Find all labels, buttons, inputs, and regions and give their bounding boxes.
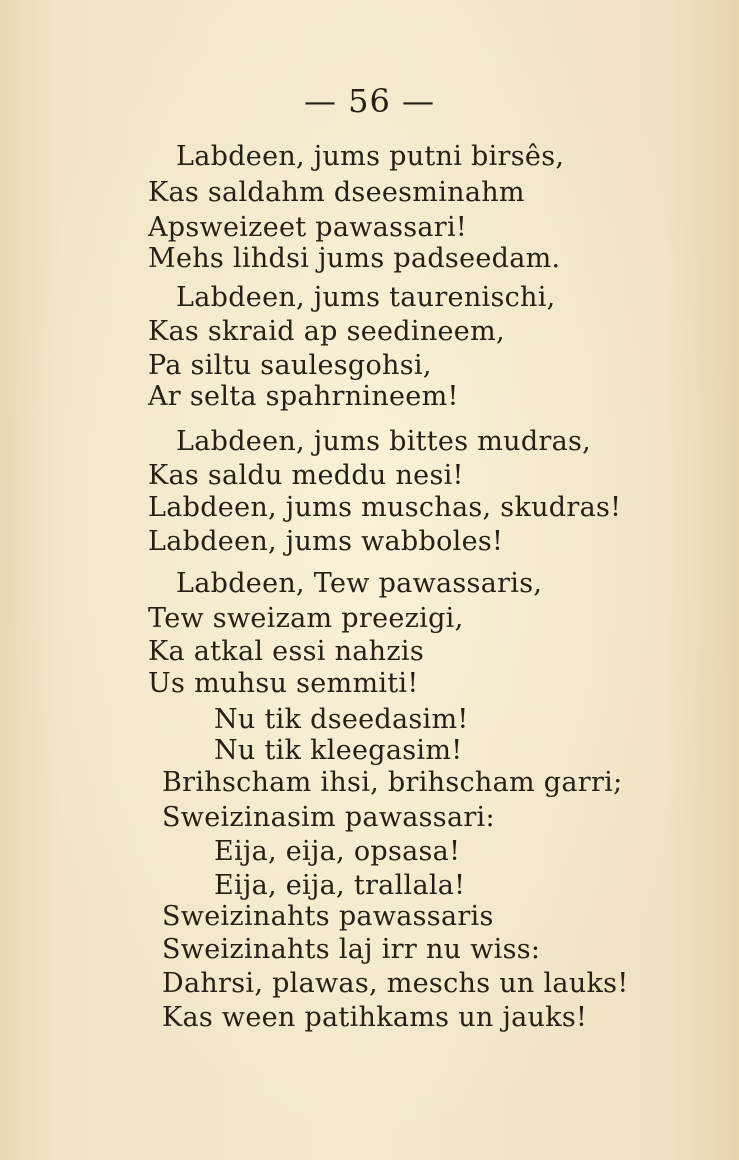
poem-line: Eija, eija, trallala! — [214, 870, 466, 901]
poem-line: Labdeen, jums taurenischi, — [176, 282, 556, 313]
poem-line: Sweizinasim pawassari: — [162, 802, 495, 833]
poem-line: Kas saldu meddu nesi! — [148, 460, 464, 491]
page-number: — 56 — — [303, 82, 436, 120]
poem-line: Nu tik kleegasim! — [214, 735, 463, 766]
poem-line: Labdeen, jums muschas, skudras! — [148, 492, 622, 523]
poem-line: Brihscham ihsi, brihscham garri; — [162, 767, 623, 798]
poem-line: Eija, eija, opsasa! — [214, 836, 461, 867]
poem-line: Apsweizeet pawassari! — [148, 212, 468, 243]
poem-line: Ka atkal essi nahzis — [148, 636, 424, 667]
poem-line: Nu tik dseedasim! — [214, 704, 469, 735]
poem-line: Kas saldahm dseesminahm — [148, 177, 525, 208]
poem-line: Ar selta spahrnineem! — [148, 381, 459, 412]
poem-line: Sweizinahts pawassaris — [162, 901, 494, 932]
poem-line: Labdeen, jums wabboles! — [148, 526, 504, 557]
poem-line: Pa siltu saulesgohsi, — [148, 350, 432, 381]
poem-line: Sweizinahts laj irr nu wiss: — [162, 934, 541, 965]
poem-line: Labdeen, jums putni birsês, — [176, 141, 565, 172]
poem-line: Labdeen, Tew pawassaris, — [176, 568, 543, 599]
poem-line: Tew sweizam preezigi, — [148, 603, 464, 634]
poem-line: Kas ween patihkams un jauks! — [162, 1002, 588, 1033]
poem-line: Mehs lihdsi jums padseedam. — [148, 243, 561, 274]
poem-line: Dahrsi, plawas, meschs un lauks! — [162, 968, 629, 999]
poem-line: Us muhsu semmiti! — [148, 668, 419, 699]
poem-line: Labdeen, jums bittes mudras, — [176, 426, 592, 457]
poem-line: Kas skraid ap seedineem, — [148, 316, 505, 347]
